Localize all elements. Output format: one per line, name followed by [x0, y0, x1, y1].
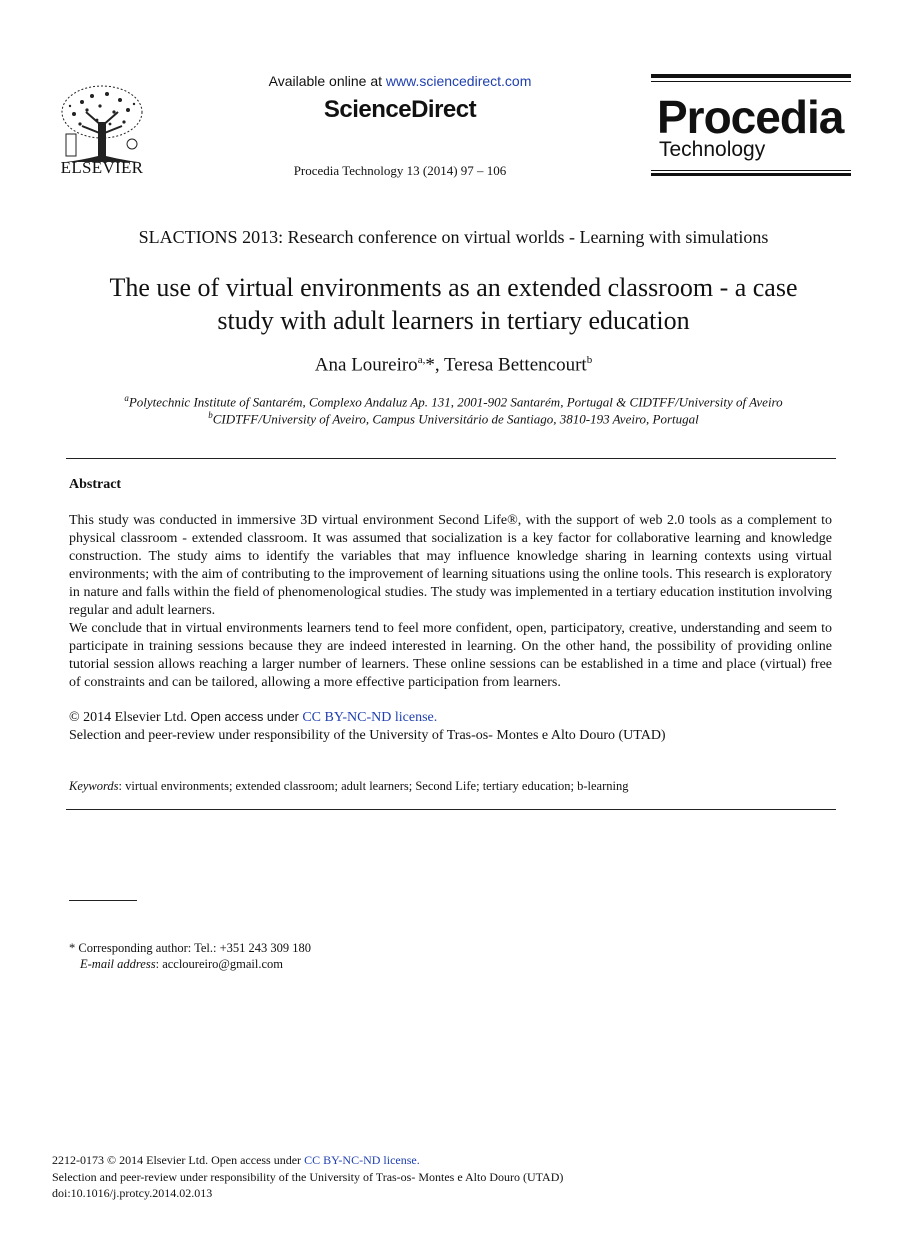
sciencedirect-link[interactable]: www.sciencedirect.com: [385, 73, 532, 89]
abstract-paragraph-2: We conclude that in virtual environments learners tend to feel more confident, open, participatory, creative, understanding and seem to participate in training sessions because they are indeed interested in learning. On the other hand, the possibility of providing online tutorial session allows reaching a larger number of learners. These online sessions can be established in a time and place (virtual) free of constraints and can be tailored, allowing a more effective participation from learners.: [69, 621, 832, 690]
available-online-prefix: Available online at: [268, 73, 386, 89]
journal-citation: Procedia Technology 13 (2014) 97 – 106: [293, 163, 507, 178]
email-footnote: [80, 957, 283, 972]
keywords-text: virtual environments; extended classroom; adult learners; Second Life; tertiary education; b-learning: [125, 779, 629, 793]
email-address: accloureiro@gmail.com: [162, 957, 284, 971]
abstract-bottom-rule: [66, 809, 836, 810]
abstract-top-rule: [66, 458, 836, 459]
footer-issn-line: [52, 1153, 420, 1168]
affiliation-a-text: Polytechnic Institute of Santarém, Complexo Andaluz Ap. 131, 2001-902 Santarém, Portugal & CIDTFF/University of Aveiro: [128, 394, 783, 410]
keywords-line: [69, 779, 628, 794]
peer-review-statement: Selection and peer-review under responsibility of the University of Tras-os- Montes e Alto Douro (UTAD): [69, 728, 666, 743]
copyright-text: © 2014 Elsevier Ltd.: [69, 710, 187, 725]
email-separator: :: [155, 957, 163, 971]
corresponding-author-mark: *: [425, 354, 435, 376]
footer-license-link[interactable]: CC BY-NC-ND license.: [304, 1153, 420, 1167]
footer-peer-review: Selection and peer-review under responsibility of the University of Tras-os- Montes e Alto Douro (UTAD): [52, 1170, 564, 1184]
affiliation-a: [60, 393, 847, 410]
publisher-name: ELSEVIER: [60, 158, 144, 177]
license-link[interactable]: CC BY-NC-ND license.: [302, 710, 438, 725]
abstract-paragraph-1: This study was conducted in immersive 3D virtual environment Second Life®, with the support of web 2.0 tools as a complement to physical classroom - extended classroom. It was assumed that socialization is a key factor for collaborative learning and knowledge construction. The study aims to identify the variables that may influence knowledge sharing in learning contexts using virtual environments; with the aim of contributing to the improvement of learning situations using the online tools. This research is exploratory in nature and falls within the field of phenomenological studies. The study was implemented in a tertiary education institution involving regular and adult learners.: [69, 513, 832, 618]
abstract-heading: Abstract: [69, 477, 122, 492]
copyright-line: [69, 710, 437, 726]
keywords-label: Keywords: [69, 779, 119, 793]
footer-issn-copyright: 2212-0173 © 2014 Elsevier Ltd. Open access under: [52, 1153, 305, 1167]
article-title: [60, 271, 847, 337]
author-1-affiliation-mark: a,: [417, 354, 426, 366]
procedia-bottom-thin-rule: [651, 170, 851, 171]
conference-line: SLACTIONS 2013: Research conference on virtual worlds - Learning with simulations: [138, 227, 769, 247]
footnote-rule: [69, 900, 137, 901]
corresponding-author-footnote: * Corresponding author: Tel.: +351 243 309 180: [69, 941, 312, 955]
affiliation-b: [60, 410, 847, 427]
author-list: [100, 354, 807, 376]
footer-doi: doi:10.1016/j.protcy.2014.02.013: [52, 1186, 213, 1200]
article-title-line-1: The use of virtual environments as an extended classroom - a case: [109, 273, 798, 302]
procedia-brand: Procedia: [657, 91, 844, 143]
procedia-top-rule: [651, 74, 851, 78]
sciencedirect-brand: ScienceDirect: [323, 96, 477, 123]
procedia-logo: [651, 74, 851, 176]
author-separator: ,: [434, 354, 444, 376]
available-online-line: [200, 73, 600, 89]
affiliation-b-text: CIDTFF/University of Aveiro, Campus Universitário de Santiago, 3810-193 Aveiro, Portugal: [212, 411, 699, 427]
article-title-line-2: study with adult learners in tertiary education: [217, 306, 690, 335]
procedia-subbrand: Technology: [659, 138, 766, 161]
author-2: Teresa Bettencourt: [444, 354, 587, 376]
author-1: Ana Loureiro: [314, 354, 418, 376]
procedia-top-thin-rule: [651, 81, 851, 82]
email-label: E-mail address: [80, 957, 156, 971]
author-2-affiliation-mark: b: [586, 354, 593, 366]
affiliation-b-mark: b: [208, 410, 213, 420]
open-access-text: Open access under: [186, 710, 303, 724]
affiliation-a-mark: a: [124, 393, 129, 403]
procedia-bottom-rule: [651, 173, 851, 176]
keywords-separator: :: [118, 779, 126, 793]
